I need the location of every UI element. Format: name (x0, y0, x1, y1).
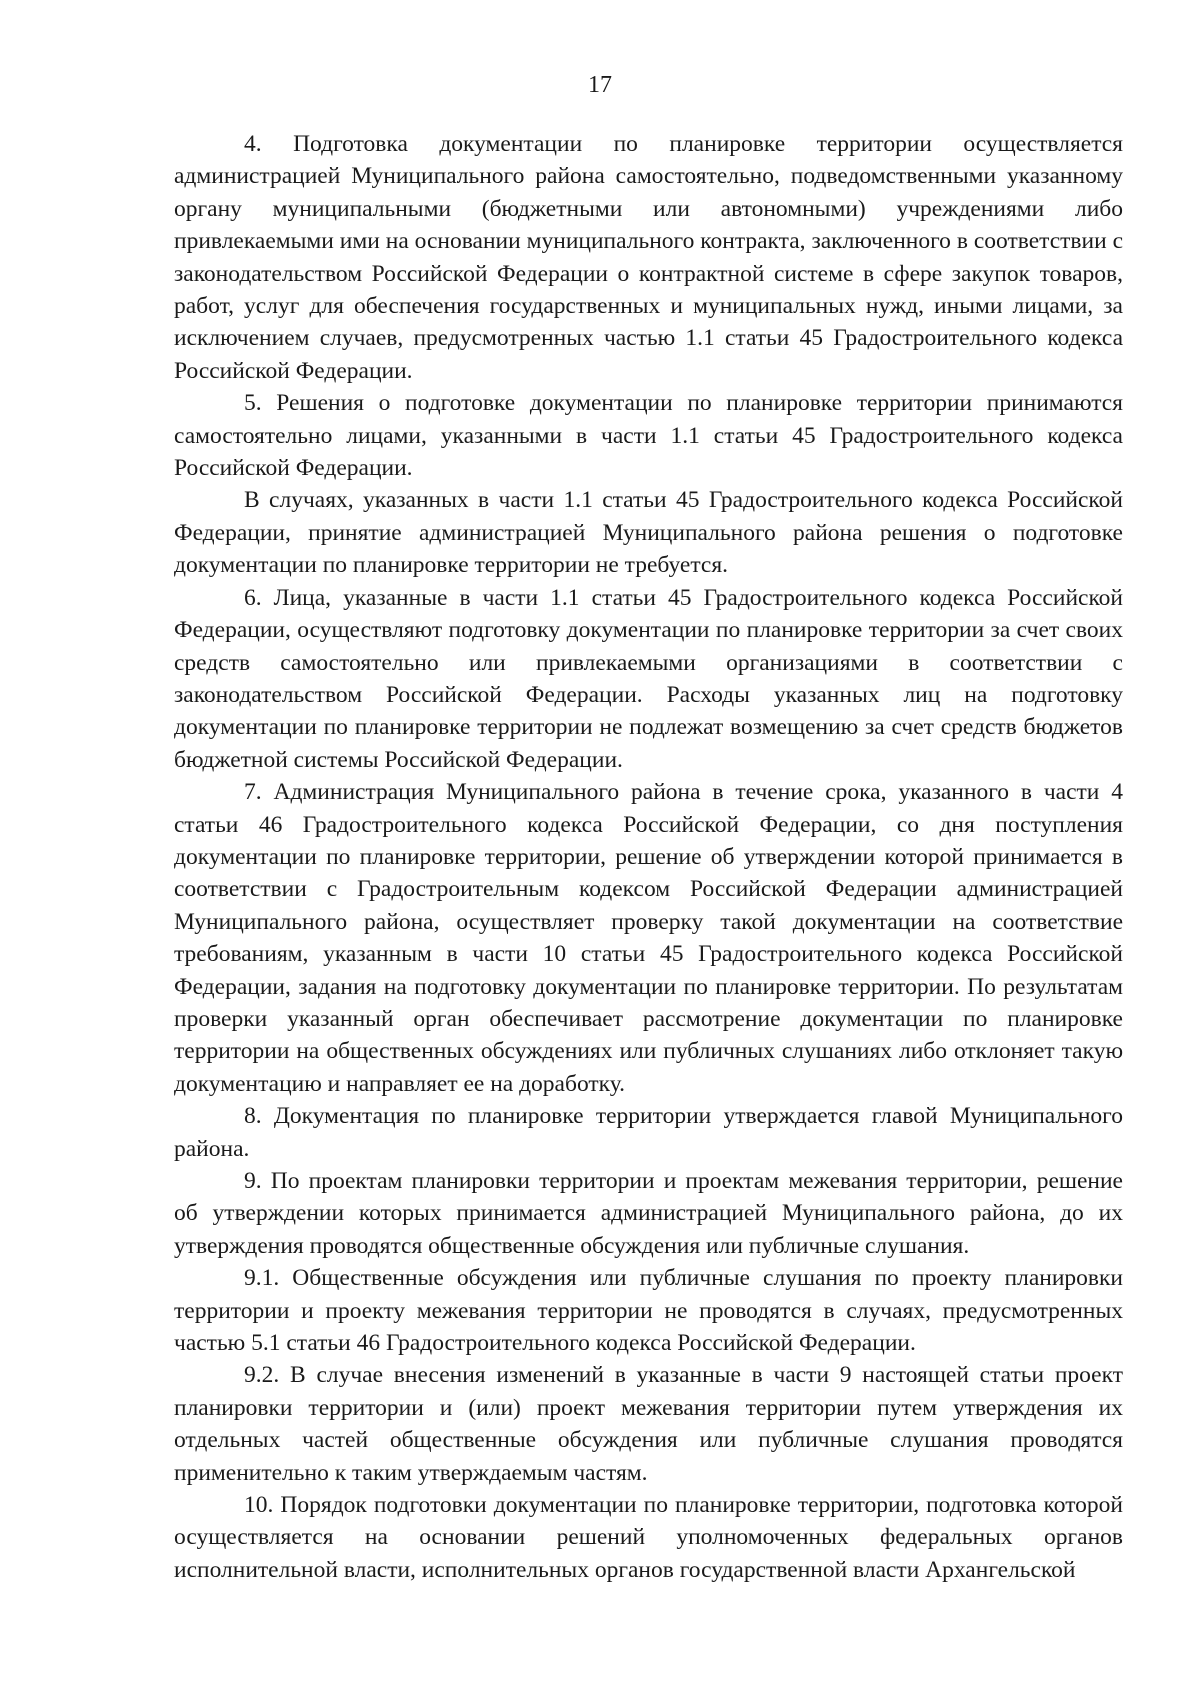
page-number: 17 (588, 72, 612, 98)
paragraph-5: 5. Решения о подготовке документации по планировке территории принимаются самостоятельно лицами, указанными в части 1.1 статьи 45 Градостроительного кодекса Российской Федерации. (174, 390, 1123, 482)
paragraph-5-continued: В случаях, указанных в части 1.1 статьи 45 Градостроительного кодекса Российской Федерации, принятие администрацией Муниципального района решения о подготовке документации по планировке территории не требуется. (174, 487, 1123, 579)
paragraph-10: 10. Порядок подготовки документации по планировке территории, подготовка которой осуществляется на основании решений уполномоченных федеральных органов исполнительной власти, исполнительных органов государственной власти Архангельской (174, 1492, 1123, 1583)
paragraph-9-2: 9.2. В случае внесения изменений в указанные в части 9 настоящей статьи проект планировки территории и (или) проект межевания территории путем утверждения их отдельных частей общественные обсуждения или публичные слушания проводятся применительно к таким утверждаемым частям. (174, 1362, 1123, 1486)
paragraph-4: 4. Подготовка документации по планировке территории осуществляется администрацией Муниципального района самостоятельно, подведомственными указанному органу муниципальными (бюджетными или автономными) учреждениями либо привлекаемыми ими на основании муниципального контракта, заключенного в соответствии с законодательством Российской Федерации о контрактной системе в сфере закупок товаров, работ, услуг для обеспечения государственных и муниципальных нужд, иными лицами, за исключением случаев, предусмотренных частью 1.1 статьи 45 Градостроительного кодекса Российской Федерации. (174, 131, 1123, 384)
paragraph-6: 6. Лица, указанные в части 1.1 статьи 45 Градостроительного кодекса Российской Федерации, осуществляют подготовку документации по планировке территории за счет своих средств самостоятельно или привлекаемыми организациями в соответствии с законодательством Российской Федерации. Расходы указанных лиц на подготовку документации по планировке территории не подлежат возмещению за счет средств бюджетов бюджетной системы Российской Федерации. (174, 584, 1123, 773)
paragraph-8: 8. Документация по планировке территории утверждается главой Муниципального района. (174, 1103, 1123, 1162)
paragraph-7: 7. Администрация Муниципального района в течение срока, указанного в части 4 статьи 46 Градостроительного кодекса Российской Федерации, со дня поступления документации по планировке территории, решение об утверждении которой принимается в соответствии с Градостроительным кодексом Российской Федерации администрацией Муниципального района, осуществляет проверку такой документации на соответствие требованиям, указанным в части 10 статьи 45 Градостроительного кодекса Российской Федерации, задания на подготовку документации по планировке территории. По результатам проверки указанный орган обеспечивает рассмотрение документации по планировке территории на общественных обсуждениях или публичных слушаниях либо отклоняет такую документацию и направляет ее на доработку. (174, 779, 1123, 1097)
paragraph-9-1: 9.1. Общественные обсуждения или публичные слушания по проекту планировки территории и проекту межевания территории не проводятся в случаях, предусмотренных частью 5.1 статьи 46 Градостроительного кодекса Российской Федерации. (174, 1265, 1123, 1357)
paragraph-9: 9. По проектам планировки территории и проектам межевания территории, решение об утверждении которых принимается администрацией Муниципального района, до их утверждения проводятся общественные обсуждения или публичные слушания. (174, 1168, 1123, 1259)
document-body (174, 128, 1123, 1586)
